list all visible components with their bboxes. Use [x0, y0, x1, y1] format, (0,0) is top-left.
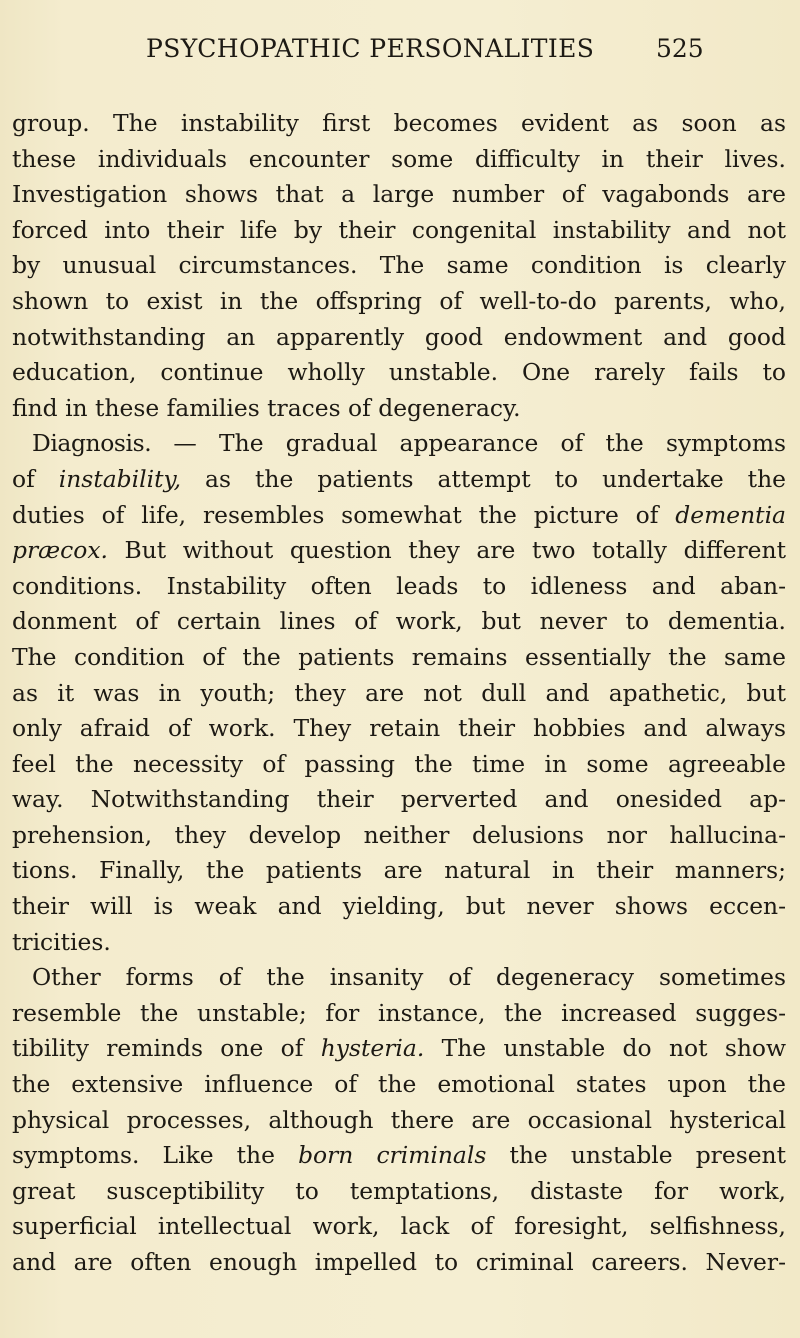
italic-term: hysteria.: [320, 1034, 425, 1063]
text-line: tricities.: [12, 927, 111, 956]
text-line: Investigation shows that a large number of vagabonds are: [12, 180, 786, 209]
text-line: physical processes, although there are occasional hysterical: [12, 1105, 786, 1134]
text-line: the extensive influence of the emotional states upon the: [12, 1070, 786, 1099]
italic-term: instability,: [58, 464, 182, 493]
text-span: as the patients attempt to undertake the: [181, 464, 786, 493]
text-line: Other forms of the insanity of degeneracy sometimes: [32, 963, 786, 992]
text-line: [12, 426, 786, 462]
text-span: the unstable present: [486, 1141, 787, 1170]
text-line: feel the necessity of passing the time in some agreeable: [12, 749, 786, 778]
text-span: of: [12, 464, 59, 493]
paragraph-instability: [12, 106, 786, 426]
text-line: way. Notwithstanding their perverted and onesided ap-: [12, 785, 786, 814]
text-line: forced into their life by their congenital instability and not: [12, 215, 786, 244]
text-line: donment of certain lines of work, but never to dementia.: [12, 607, 786, 636]
text-line: prehension, they develop neither delusions nor hallucina-: [12, 820, 786, 849]
text-line: [12, 462, 786, 498]
text-span: tibility reminds one of: [12, 1034, 321, 1063]
text-line: as it was in youth; they are not dull and apathetic, but: [12, 678, 786, 707]
text-line: education, continue wholly unstable. One rarely fails to: [12, 358, 786, 387]
text-line: find in these families traces of degeneracy.: [12, 393, 521, 422]
text-line: only afraid of work. They retain their hobbies and always: [12, 714, 786, 743]
text-line: these individuals encounter some difficulty in their lives.: [12, 144, 786, 173]
text-span: But without question they are two totally different: [107, 536, 786, 565]
paragraph-other-forms: [12, 960, 786, 1280]
page-number: 525: [656, 34, 704, 63]
text-line: notwithstanding an apparently good endowment and good: [12, 322, 786, 351]
text-line: resemble the unstable; for instance, the increased sugges-: [12, 998, 786, 1027]
text-line: [12, 1031, 786, 1067]
text-line: conditions. Instability often leads to idleness and aban-: [12, 571, 786, 600]
body-text: [12, 106, 786, 1281]
text-span: The unstable do not show: [424, 1034, 787, 1063]
text-line: by unusual circumstances. The same condition is clearly: [12, 251, 786, 280]
running-title: PSYCHOPATHIC PERSONALITIES: [146, 34, 595, 63]
text-line: and are often enough impelled to criminal careers. Never-: [12, 1248, 786, 1276]
text-line: group. The instability first becomes evident as soon as: [12, 109, 786, 137]
text-line: their will is weak and yielding, but never shows eccen-: [12, 892, 786, 921]
text-line: The condition of the patients remains essentially the same: [12, 642, 786, 671]
paragraph-diagnosis: [12, 426, 786, 960]
text-line: great susceptibility to temptations, distaste for work,: [12, 1176, 786, 1205]
italic-term: dementia: [675, 500, 786, 529]
text-span: duties of life, resembles somewhat the picture of: [12, 500, 676, 529]
text-span: symptoms. Like the: [12, 1141, 299, 1170]
italic-term: born criminals: [298, 1141, 487, 1170]
text-span: — The gradual appearance of the symptoms: [151, 429, 786, 458]
section-heading: Diagnosis.: [32, 429, 152, 458]
text-line: [12, 533, 786, 569]
text-line: [12, 1138, 786, 1174]
text-line: shown to exist in the offspring of well-to-do parents, who,: [12, 286, 786, 315]
text-line: superficial intellectual work, lack of foresight, selfishness,: [12, 1212, 786, 1241]
page-header: [0, 26, 800, 66]
text-line: [12, 498, 786, 534]
text-line: tions. Finally, the patients are natural in their manners;: [12, 856, 786, 885]
italic-term: præcox.: [12, 536, 108, 565]
